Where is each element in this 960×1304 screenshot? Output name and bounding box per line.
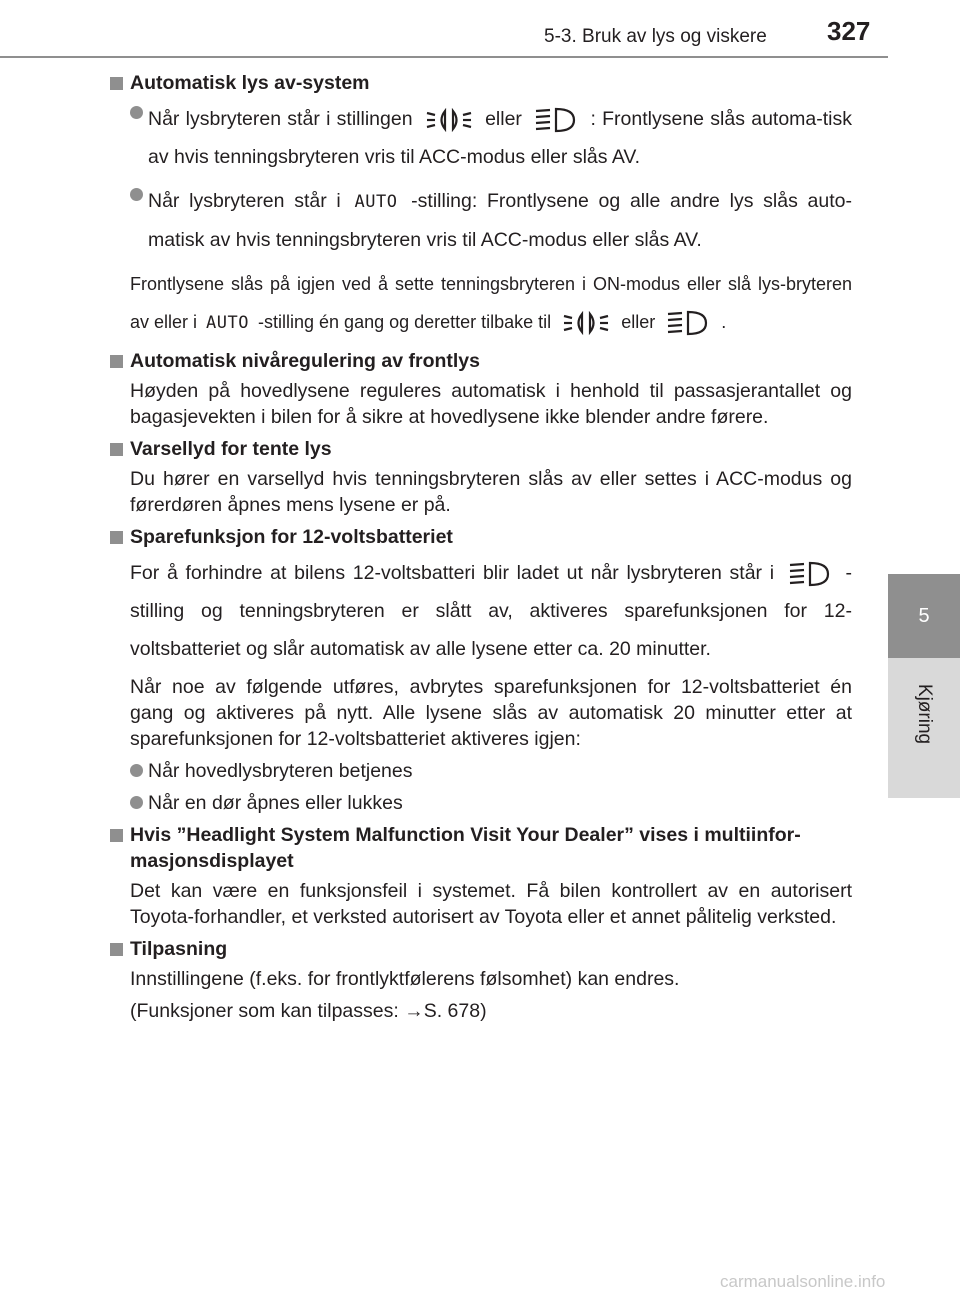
page-content	[110, 64, 852, 1030]
heading-battery: Sparefunksjon for 12-voltsbatteriet	[110, 524, 852, 550]
note-auto-off: Frontlysene slås på igjen ved å sette tenningsbryteren i ON-modus eller slå lys-bryteren av eller i AUTO -stilling én gang og deretter tilbake til eller .	[110, 265, 852, 342]
auto-icon: AUTO	[354, 191, 398, 212]
bullet-battery-1: Når hovedlysbryteren betjenes	[110, 758, 852, 784]
headlight-icon	[534, 106, 578, 134]
text-leveling: Høyden på hovedlysene reguleres automatisk i henhold til passasjerantallet og bagasjevekten i bilen for å sikre at hovedlysene ikke blender andre førere.	[130, 380, 852, 429]
text-battery-1: For å forhindre at bilens 12-voltsbatteri blir ladet ut når lysbryteren står i -stilling og tenningsbryteren er slått av, aktiveres sparefunksjonen for 12-voltsbatteriet og slår automatisk av alle lysene etter ca. 20 minutter.	[110, 554, 852, 668]
bullet-battery-2: Når en dør åpnes eller lukkes	[110, 790, 852, 816]
bullet-auto-off-1: Når lysbryteren står i stillingen eller : Frontlysene slås automa-tisk av hvis tenningsbryteren vris til ACC-modus eller slås AV.	[110, 100, 852, 176]
chapter-label: Kjøring	[914, 683, 935, 745]
arrow-icon: →	[404, 1000, 424, 1023]
headlight-icon	[666, 309, 710, 337]
parking-lights-icon	[425, 108, 473, 132]
heading-malfunction: Hvis ”Headlight System Malfunction Visit Your Dealer” vises i multiinfor-masjonsdisplayet	[110, 822, 852, 874]
bullet-auto-off-2: Når lysbryteren står i AUTO -stilling: Frontlysene og alle andre lys slås auto-matisk av hvis tenningsbryteren vris til ACC-modus eller slås AV.	[110, 182, 852, 259]
page-number: 327	[827, 16, 871, 46]
text-warning: Du hører en varsellyd hvis tenningsbryteren slås av eller settes i ACC-modus og førerdøren åpnes mens lysene er på.	[130, 468, 852, 517]
heading-auto-off: Automatisk lys av-system	[110, 70, 852, 96]
headlight-icon	[788, 560, 832, 588]
header-divider	[0, 56, 888, 58]
text-malfunction: Det kan være en funksjonsfeil i systemet. Få bilen kontrollert av en autorisert Toyota-forhandler, et verksted autorisert av Toyota eller et annet pålitelig verksted.	[130, 880, 852, 929]
text-battery-2: Når noe av følgende utføres, avbrytes sparefunksjonen for 12-voltsbatteriet én gang og aktiveres på nytt. Alle lysene slås av automatisk 20 minutter etter at sparefunksjonen for 12-voltsbatteriet aktiveres igjen:	[130, 676, 852, 751]
page-link[interactable]: S. 678)	[423, 1000, 487, 1023]
heading-custom: Tilpasning	[110, 936, 852, 962]
watermark: carmanualsonline.info	[720, 1272, 886, 1291]
parking-lights-icon	[562, 311, 610, 335]
text-custom-2: (Funksjoner som kan tilpasses: →S. 678)	[130, 1000, 487, 1023]
heading-leveling: Automatisk nivåregulering av frontlys	[110, 348, 852, 374]
heading-warning: Varsellyd for tente lys	[110, 436, 852, 462]
auto-icon: AUTO	[206, 313, 249, 334]
text-custom-1: Innstillingene (f.eks. for frontlyktfølerens følsomhet) kan endres.	[130, 968, 680, 991]
section-title: 5-3. Bruk av lys og viskere	[544, 26, 767, 47]
chapter-tab: 5	[888, 574, 960, 658]
